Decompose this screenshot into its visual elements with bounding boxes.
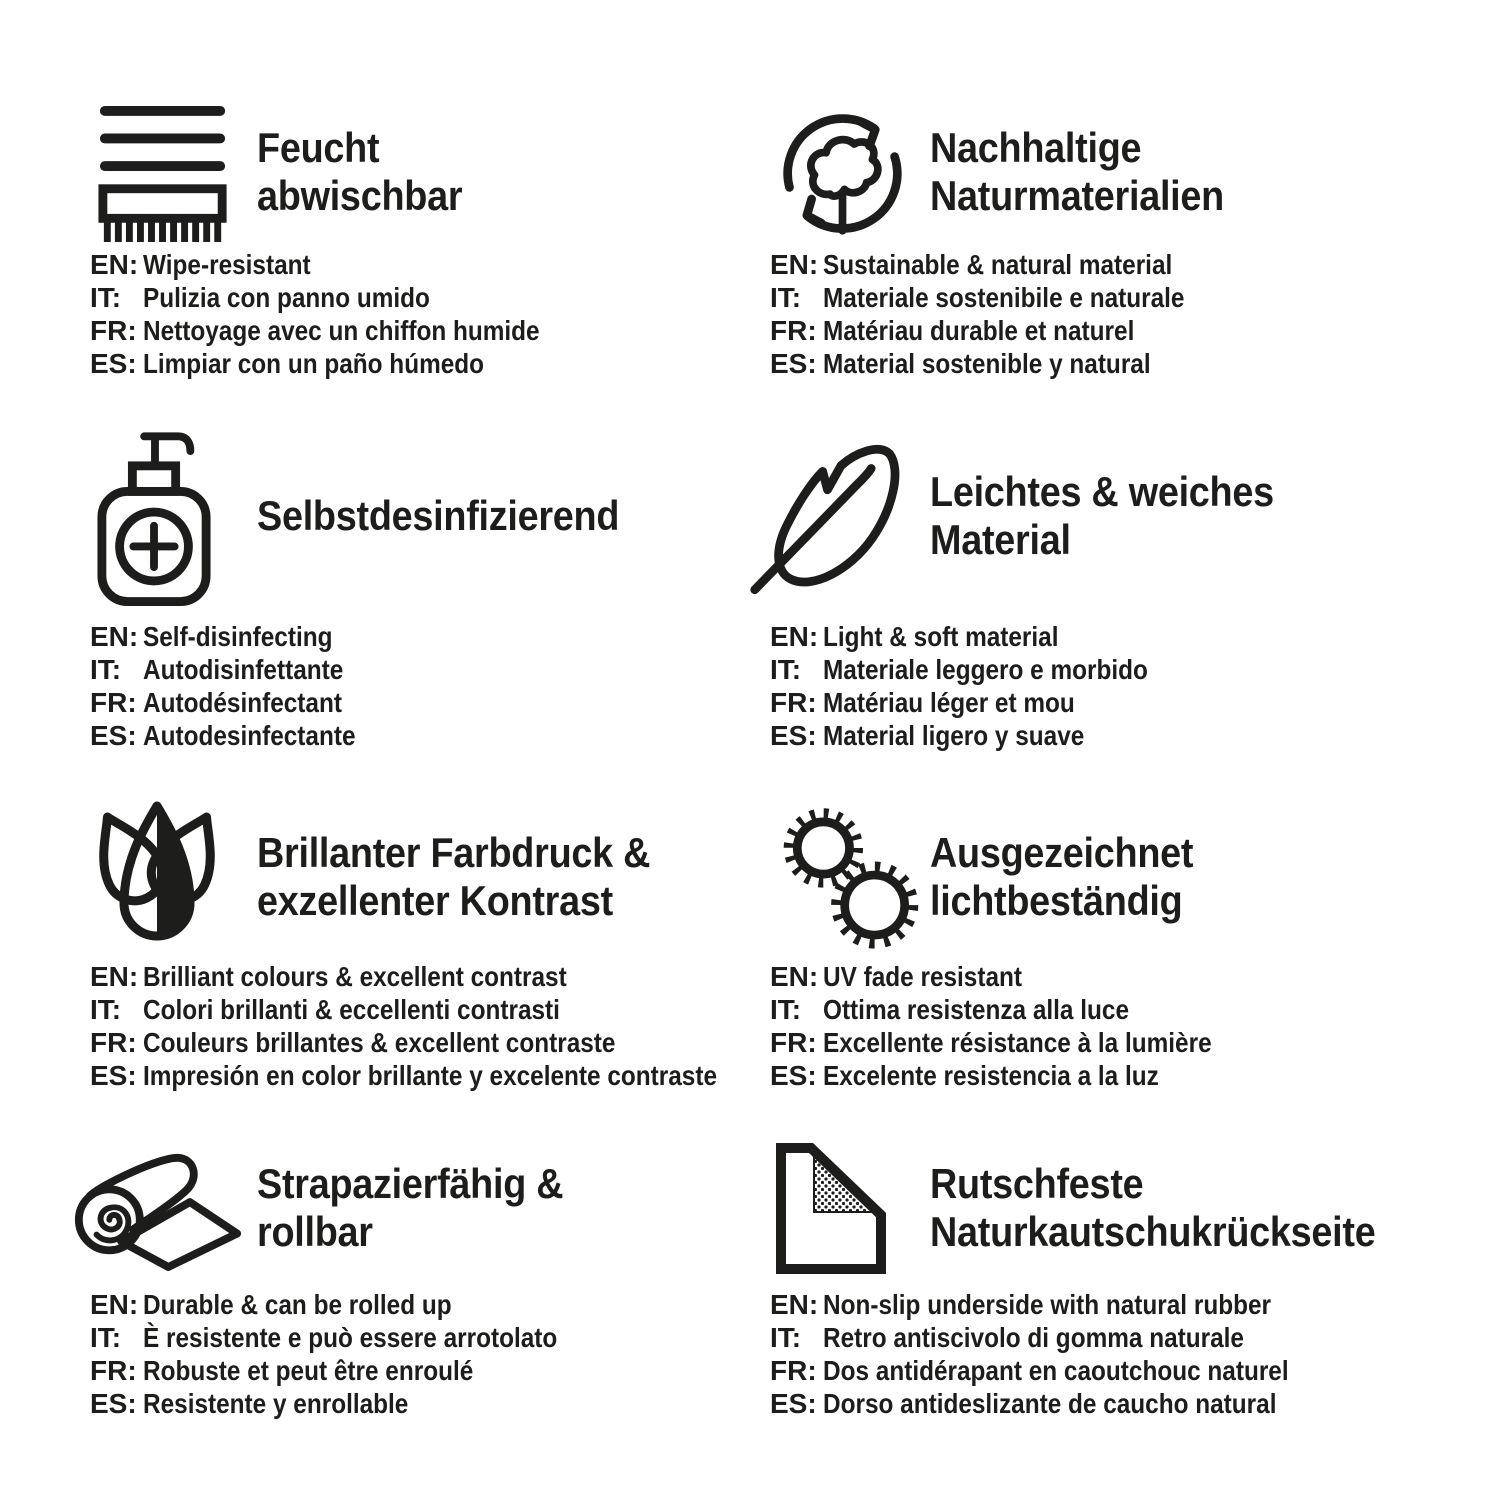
translation-row xyxy=(90,248,770,281)
translation-text: Autodesinfectante xyxy=(143,720,356,751)
lang-label: ES: xyxy=(770,720,817,751)
lang-label: EN: xyxy=(770,249,819,280)
feature-self-disinfecting xyxy=(90,412,770,793)
feature-title xyxy=(930,124,1257,220)
translation-text: Dos antidérapant en caoutchouc naturel xyxy=(823,1355,1289,1386)
translation-text: Robuste et peut être enroulé xyxy=(143,1355,474,1386)
translation-text: Self-disinfecting xyxy=(143,621,333,652)
lang-label: ES: xyxy=(90,1388,137,1419)
translation-row xyxy=(90,719,770,752)
icon-box xyxy=(95,801,257,953)
lang-label: FR: xyxy=(90,1355,137,1386)
translation-row xyxy=(90,1026,770,1059)
feature-light-soft-material xyxy=(770,412,1410,793)
lang-label: FR: xyxy=(90,315,137,346)
feature-title-line: Material xyxy=(930,516,1071,563)
translation-row xyxy=(90,653,770,686)
feature-header xyxy=(90,412,770,620)
feature-title-line: Strapazierfähig & xyxy=(257,1160,564,1207)
translation-text: È resistente e può essere arrotolato xyxy=(143,1322,558,1353)
feature-title xyxy=(257,829,694,925)
lang-label: EN: xyxy=(90,621,139,652)
translation-text: Sustainable & natural material xyxy=(823,249,1173,280)
translation-row xyxy=(770,960,1410,993)
lang-label: EN: xyxy=(770,961,819,992)
translation-text: Wipe-resistant xyxy=(143,249,311,280)
translation-text: Material sostenible y natural xyxy=(823,348,1151,379)
lang-label: EN: xyxy=(90,1289,139,1320)
lang-label: FR: xyxy=(770,687,817,718)
feature-title-line: Nachhaltige xyxy=(930,123,1142,171)
translation-text: Limpiar con un paño húmedo xyxy=(143,348,485,379)
translation-row xyxy=(770,281,1410,314)
translation-row xyxy=(90,1354,770,1387)
lang-label: FR: xyxy=(770,315,817,346)
lang-label: IT: xyxy=(90,994,122,1025)
lang-label: IT: xyxy=(770,282,802,313)
translation-row xyxy=(90,960,770,993)
translation-text: Materiale sostenibile e naturale xyxy=(823,282,1185,313)
lang-label: ES: xyxy=(90,720,137,751)
feature-title-line: abwischbar xyxy=(257,171,463,219)
translation-text: Dorso antideslizante de caucho natural xyxy=(823,1388,1277,1419)
icon-box xyxy=(70,1144,257,1272)
feature-header xyxy=(770,412,1410,620)
feature-title-line: Naturkautschukrückseite xyxy=(930,1208,1376,1255)
translation-row xyxy=(90,314,770,347)
translation-list xyxy=(770,960,1410,1092)
translation-row xyxy=(90,1059,770,1092)
translation-row xyxy=(770,653,1410,686)
lang-label: FR: xyxy=(770,1027,817,1058)
translation-list xyxy=(770,1288,1410,1420)
lang-label: EN: xyxy=(770,1289,819,1320)
translation-text: Impresión en color brillante y excelente contraste xyxy=(143,1060,718,1091)
lang-label: FR: xyxy=(770,1355,817,1386)
translation-row xyxy=(90,620,770,653)
feature-title xyxy=(930,468,1312,564)
translation-row xyxy=(90,347,770,380)
translation-text: Nettoyage avec un chiffon humide xyxy=(143,315,540,346)
translation-row xyxy=(770,1387,1410,1420)
feature-title-line: Rutschfeste xyxy=(930,1160,1144,1207)
feature-title xyxy=(930,1160,1425,1256)
translation-text: Excelente resistencia a la luz xyxy=(823,1060,1159,1091)
translation-row xyxy=(770,314,1410,347)
icon-box xyxy=(775,102,930,242)
translation-row xyxy=(90,1321,770,1354)
feature-title xyxy=(257,1160,597,1256)
translation-row xyxy=(770,1026,1410,1059)
translation-row xyxy=(770,1354,1410,1387)
features-grid xyxy=(90,95,1410,1488)
lang-label: EN: xyxy=(770,621,819,652)
translation-row xyxy=(90,686,770,719)
translation-list xyxy=(770,620,1410,752)
feature-title xyxy=(257,492,659,540)
color-drops-icon xyxy=(95,801,219,953)
feature-header xyxy=(90,793,770,960)
feature-title-line: Brillanter Farbdruck & xyxy=(257,828,651,876)
feature-non-slip-backing xyxy=(770,1128,1410,1488)
feature-header xyxy=(90,1128,770,1288)
translation-text: Excellente résistance à la lumière xyxy=(823,1027,1212,1058)
translation-text: Pulizia con panno umido xyxy=(143,282,430,313)
translation-text: Autodisinfettante xyxy=(143,654,344,685)
translation-row xyxy=(770,993,1410,1026)
translation-row xyxy=(90,993,770,1026)
translation-text: Resistente y enrollable xyxy=(143,1388,409,1419)
lang-label: FR: xyxy=(90,1027,137,1058)
feature-title-line: rollbar xyxy=(257,1208,373,1255)
feature-wipe-resistant xyxy=(90,95,770,412)
translation-text: Matériau léger et mou xyxy=(823,687,1075,718)
grip-corner-icon xyxy=(775,1142,887,1275)
translation-row xyxy=(770,1059,1410,1092)
translation-row xyxy=(770,347,1410,380)
uv-gears-icon xyxy=(775,798,925,956)
translation-list xyxy=(90,620,770,752)
translation-row xyxy=(770,1321,1410,1354)
lang-label: ES: xyxy=(90,1060,137,1091)
translation-row xyxy=(90,1288,770,1321)
lang-label: IT: xyxy=(90,654,122,685)
translation-row xyxy=(90,281,770,314)
feature-header xyxy=(770,95,1410,248)
translation-text: Brilliant colours & excellent contrast xyxy=(143,961,567,992)
feature-title-line: Selbstdesinfizierend xyxy=(257,492,620,539)
feature-brilliant-colours xyxy=(90,793,770,1128)
lang-label: ES: xyxy=(90,348,137,379)
soap-dispenser-icon xyxy=(95,423,213,609)
lang-label: FR: xyxy=(90,687,137,718)
feature-header xyxy=(770,1128,1410,1288)
translation-row xyxy=(770,719,1410,752)
feature-header xyxy=(90,95,770,248)
feature-sustainable-material xyxy=(770,95,1410,412)
translation-text: UV fade resistant xyxy=(823,961,1023,992)
lang-label: ES: xyxy=(770,348,817,379)
lang-label: EN: xyxy=(90,249,139,280)
lang-label: ES: xyxy=(770,1388,817,1419)
feature-durable-rollable xyxy=(90,1128,770,1488)
translation-text: Non-slip underside with natural rubber xyxy=(823,1289,1271,1320)
lang-label: ES: xyxy=(770,1060,817,1091)
feature-uv-resistant xyxy=(770,793,1410,1128)
translation-list xyxy=(90,1288,770,1420)
feature-title xyxy=(257,124,485,220)
translation-text: Couleurs brillantes & excellent contraste xyxy=(143,1027,616,1058)
translation-text: Colori brillanti & eccellenti contrasti xyxy=(143,994,560,1025)
feature-title-line: Leichtes & weiches xyxy=(930,468,1274,515)
icon-box xyxy=(775,1142,930,1275)
feature-header xyxy=(770,793,1410,960)
feather-icon xyxy=(745,431,910,601)
translation-text: Retro antiscivolo di gomma naturale xyxy=(823,1322,1244,1353)
lang-label: EN: xyxy=(90,961,139,992)
rolled-mat-icon xyxy=(70,1144,245,1272)
feature-title-line: exzellenter Kontrast xyxy=(257,876,613,924)
translation-text: Material ligero y suave xyxy=(823,720,1085,751)
translation-row xyxy=(770,686,1410,719)
translation-row xyxy=(770,248,1410,281)
translation-text: Durable & can be rolled up xyxy=(143,1289,452,1320)
translation-text: Matériau durable et naturel xyxy=(823,315,1135,346)
wipe-brush-icon xyxy=(95,101,233,243)
recycle-tree-icon xyxy=(775,102,910,242)
icon-box xyxy=(95,101,257,243)
lang-label: IT: xyxy=(90,1322,122,1353)
translation-row xyxy=(770,620,1410,653)
feature-title-line: Ausgezeichnet xyxy=(930,828,1194,876)
icon-box xyxy=(95,423,257,609)
feature-title xyxy=(930,829,1223,925)
translation-text: Autodésinfectant xyxy=(143,687,342,718)
feature-title-line: Feucht xyxy=(257,123,380,171)
lang-label: IT: xyxy=(770,994,802,1025)
translation-list xyxy=(90,248,770,380)
translation-row xyxy=(90,1387,770,1420)
lang-label: IT: xyxy=(770,1322,802,1353)
translation-list xyxy=(770,248,1410,380)
lang-label: IT: xyxy=(770,654,802,685)
translation-text: Light & soft material xyxy=(823,621,1059,652)
translation-text: Materiale leggero e morbido xyxy=(823,654,1148,685)
translation-list xyxy=(90,960,770,1092)
translation-text: Ottima resistenza alla luce xyxy=(823,994,1129,1025)
lang-label: IT: xyxy=(90,282,122,313)
icon-box xyxy=(775,798,930,956)
translation-row xyxy=(770,1288,1410,1321)
icon-box xyxy=(745,431,930,601)
feature-title-line: lichtbeständig xyxy=(930,876,1183,924)
feature-title-line: Naturmaterialien xyxy=(930,171,1224,219)
